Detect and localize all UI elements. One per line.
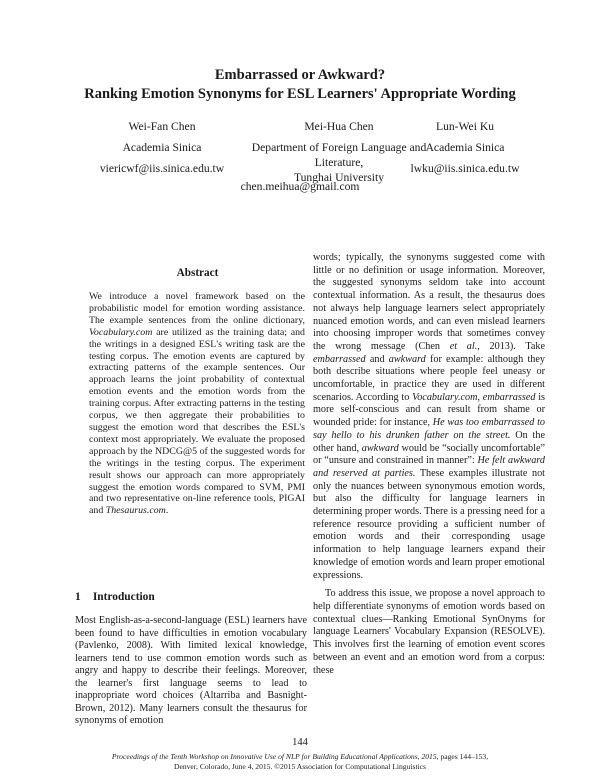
text: , 2013). Take xyxy=(477,340,545,352)
footer-venue: Proceedings of the Tenth Workshop on Innovative Use of NLP for Building Educational Applications, 2015 xyxy=(111,752,437,761)
abstract-italic: Vocabulary.com xyxy=(89,326,153,338)
italic-text: awkward xyxy=(388,353,426,365)
author-name: Lun-Wei Ku xyxy=(436,120,494,133)
author-affiliation: Academia Sinica xyxy=(425,141,505,154)
italic-text: embarrassed xyxy=(313,353,366,365)
abstract-text: are utilized as the training data; and the writings in a designed ESL's writing task are the testing corpus. The emotion events are captured by extracting patterns of the example sentences. Our approach learns the joint probability of contextual emotion events and the emotion words from the training corpus. After extracting patterns in the testing corpus, we then aggregate their probabilities to suggest the emotion word that describes the ESL's context most appropriately. We evaluate the proposed approach by the NDCG@5 of the suggested words for the writings in the testing corpus. The experiment result shows our approach can more appropriately suggest the emotion words compared to SVM, PMI and two representative on-line reference tools, PIGAI and xyxy=(89,326,305,517)
text: for example: although they both describe situations where people feel uneasy or uncomfortable, in practice they are used in different scenarios. According to xyxy=(313,353,545,403)
text: These examples illustrate not only the nuances between synonymous emotion words, but also the difficulty for language learners in determining proper words. There is a pressing need for a reference resource providing a sufficient number of emotion words and their corresponding usage information to help language learners expand their knowledge of emotion words and learn proper emotional expressions. xyxy=(313,467,545,581)
section-number: 1 xyxy=(75,591,81,603)
intro-paragraph-2: To address this issue, we propose a novel approach to help differentiate synonyms of emotion words based on contextual clues—Ranking Emotional SynOnyms for language Learners' Vocabulary Expansion (RESOLVE). This involves first the learning of emotion event scores between an event and an emotion word from a corpus: these xyxy=(313,588,545,676)
author-affiliation-line1: Department of Foreign Language and xyxy=(251,141,427,154)
section-heading xyxy=(75,591,155,603)
paper-title-line2: Ranking Emotion Synonyms for ESL Learners' Appropriate Wording xyxy=(84,86,516,102)
text: words; typically, the synonyms suggested come with little or no definition or usage information. Moreover, the suggested synonyms seldom take into account contextual information. As a result, the thesaurus does not always help language learners select appropriately nuanced emotion words, and can even mislead learners into choosing improper words that sometimes convey the wrong message (Chen xyxy=(313,252,545,352)
author-block-3 xyxy=(380,119,550,176)
intro-left-column xyxy=(75,615,307,728)
author-email: viericwf@iis.sinica.edu.tw xyxy=(99,162,225,175)
page-number: 144 xyxy=(292,737,308,748)
footer-line2: Denver, Colorado, June 4, 2015. ©2015 Association for Computational Linguistics xyxy=(173,762,427,771)
paper-title-line1: Embarrassed or Awkward? xyxy=(214,67,386,83)
text: would be “socially uncomfortable” or “unsure and constrained in manner”: xyxy=(313,442,545,467)
author-affiliation-line3: Tunghai University xyxy=(293,171,385,184)
abstract-heading: Abstract xyxy=(176,267,219,279)
author-email-2: chen.meihua@gmail.com xyxy=(240,180,360,193)
abstract-italic: Thesaurus.com xyxy=(105,505,166,517)
author-name: Mei-Hua Chen xyxy=(304,120,374,133)
author-affiliation: Academia Sinica xyxy=(122,141,202,154)
author-email: lwku@iis.sinica.edu.tw xyxy=(410,162,520,175)
text: and xyxy=(365,353,389,365)
author-name: Wei-Fan Chen xyxy=(128,120,196,133)
italic-text: He felt awkward and reserved at parties. xyxy=(313,455,545,479)
abstract-text: . xyxy=(165,505,169,517)
proceedings-footer xyxy=(0,752,600,772)
italic-text: awkward xyxy=(361,442,399,454)
italic-text: Vocabulary.com, embarrassed xyxy=(412,391,536,403)
text: On the other hand, xyxy=(313,429,545,454)
abstract-body xyxy=(89,291,305,517)
author-block-1 xyxy=(92,119,232,176)
author-affiliation-line2: Literature, xyxy=(314,156,364,169)
text: is more self-conscious and can result from shame or wounded pride: for instance, xyxy=(313,391,546,429)
intro-paragraph: Most English-as-a-second-language (ESL) learners have been found to have difficulties in emotion vocabulary (Pavlenko, 2008). With limited lexical knowledge, learners tend to use common emotion words such as angry and happy to describe their feelings. Moreover, the learner's first language seems to lead to inappropriate word choices (Altarriba and Basnight-Brown, 2012). Many learners consult the thesaurus for synonyms of emotion xyxy=(75,615,307,726)
footer-pages: , pages 144–153, xyxy=(436,752,489,761)
section-title: Introduction xyxy=(92,591,155,603)
italic-text: et al. xyxy=(449,340,478,352)
intro-paragraph xyxy=(313,252,545,582)
abstract-text: We introduce a novel framework based on the probabilistic model for emotion wording assistance. The example sentences from the online dictionary, xyxy=(89,291,305,326)
intro-right-column xyxy=(313,252,545,677)
italic-text: He was too embarrassed to say hello to his drunken father on the street. xyxy=(313,417,545,441)
